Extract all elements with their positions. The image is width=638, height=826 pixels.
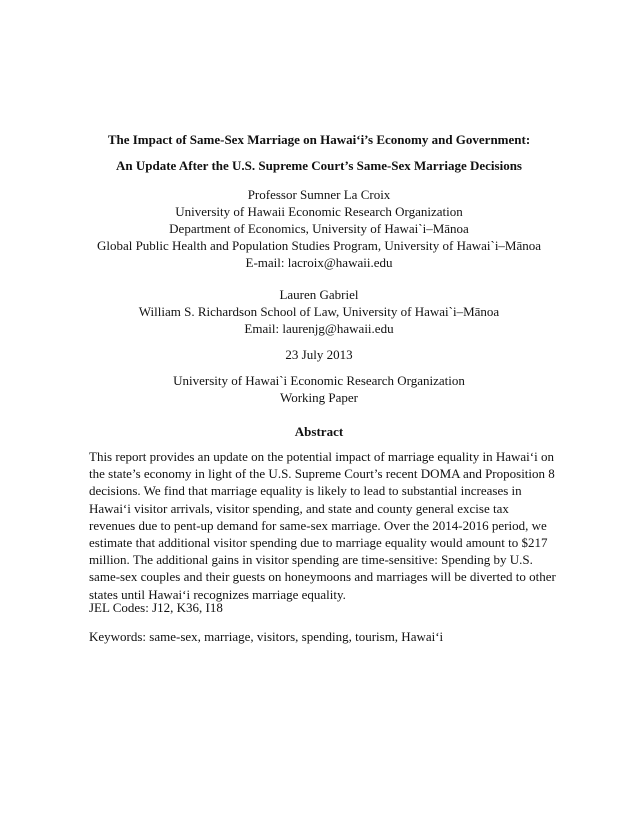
author2-affiliation: William S. Richardson School of Law, University of Hawai`i–Mānoa	[138, 304, 500, 319]
abstract-line: estimate that additional visitor spending due to marriage equality would amount to $217	[89, 535, 548, 551]
title-line-2: An Update After the U.S. Supreme Court’s Same-Sex Marriage Decisions	[116, 158, 522, 173]
title-line-1: The Impact of Same-Sex Marriage on Hawai‘i’s Economy and Government:	[107, 132, 531, 147]
author1-affiliation-2: Department of Economics, University of Hawai`i–Mānoa	[169, 221, 469, 236]
author1-email: E-mail: lacroix@hawaii.edu	[245, 255, 393, 270]
abstract-line: Hawai‘i visitor arrivals, visitor spending, and state and county general excise tax	[89, 500, 509, 516]
abstract-line: decisions. We find that marriage equality is likely to lead to substantial increases in	[89, 483, 522, 499]
abstract-line: same-sex couples and their guests on honeymoons and marriages will be diverted to other	[89, 569, 556, 585]
abstract-line: states until Hawai‘i recognizes marriage equality.	[89, 586, 346, 602]
author2-name: Lauren Gabriel	[279, 287, 359, 302]
paper-date: 23 July 2013	[285, 347, 353, 362]
series-type: Working Paper	[279, 390, 359, 405]
author1-affiliation-3: Global Public Health and Population Studies Program, University of Hawai`i–Mānoa	[96, 238, 542, 253]
author2-email: Email: laurenjg@hawaii.edu	[244, 321, 394, 336]
author1-affiliation-1: University of Hawaii Economic Research Organization	[175, 204, 463, 219]
abstract-heading: Abstract	[294, 424, 344, 439]
abstract-line: million. The additional gains in visitor spending are time-sensitive: Spending by U.S.	[89, 552, 533, 568]
abstract-line: the state’s economy in light of the U.S. Supreme Court’s recent DOMA and Proposition 8	[89, 466, 555, 482]
abstract-line: This report provides an update on the potential impact of marriage equality in Hawai‘i on	[89, 449, 554, 464]
keywords: Keywords: same-sex, marriage, visitors, spending, tourism, Hawai‘i	[89, 629, 444, 644]
jel-codes: JEL Codes: J12, K36, I18	[89, 600, 223, 615]
series-org: University of Hawai`i Economic Research Organization	[173, 373, 465, 388]
author1-name: Professor Sumner La Croix	[247, 187, 391, 202]
abstract-line: revenues due to pent-up demand for same-sex marriage. Over the 2014-2016 period, we	[89, 517, 547, 533]
abstract-body	[89, 448, 556, 603]
